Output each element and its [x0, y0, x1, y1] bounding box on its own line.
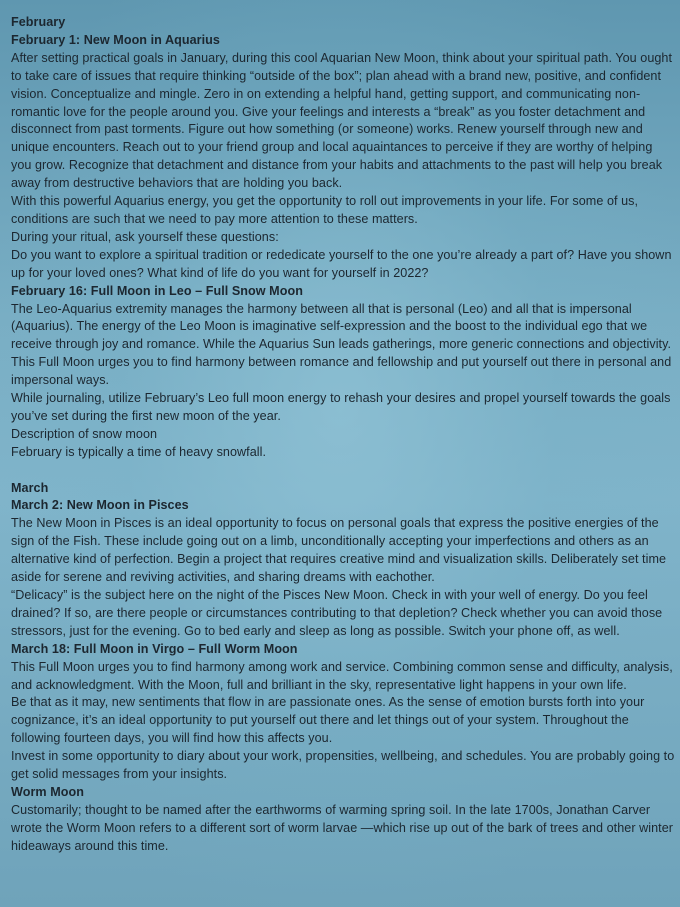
paragraph: During your ritual, ask yourself these questions:: [11, 229, 279, 244]
month-heading-february: February: [11, 15, 66, 29]
paragraph: Description of snow moon: [11, 426, 158, 441]
section-title-worm-moon: Worm Moon: [11, 784, 84, 799]
paragraph: Invest in some opportunity to diary about your work, propensities, wellbeing, and schedules. You are probably going to get solid messages from your insights.: [11, 749, 675, 782]
month-heading-march: March: [11, 480, 49, 495]
section-title-march-new-moon: March 2: New Moon in Pisces: [11, 498, 189, 513]
section-title-march-full-moon: March 18: Full Moon in Virgo – Full Worm Moon: [11, 641, 298, 656]
paragraph: Do you want to explore a spiritual tradition or rededicate yourself to the one you’re already a part of? Have you shown up for your loved ones? What kind of life do you want for yourself in 2022?: [11, 247, 672, 280]
section-title-february-new-moon: February 1: New Moon in Aquarius: [11, 32, 220, 47]
paragraph: Customarily; thought to be named after the earthworms of warming spring soil. In the late 1700s, Jonathan Carver wrote the Worm Moon refers to a different sort of worm larvae —which rise up out of the bark of trees and other winter hideaways around this time.: [11, 802, 674, 853]
paragraph: After setting practical goals in January, during this cool Aquarian New Moon, think about your spiritual path. You ought to take care of issues that require thinking “outside of the box”; plan ahead with a brand new, positive, and confident vision. Conceptualize and mingle. Zero in on extending a helpful hand, getting support, and communicating non-romantic love for the people around you. Give your feelings and interests a “break” as you foster detachment and disconnect from past torments. Figure out how something (or someone) works. Renew yourself through new and unique encounters. Reach out to your friend group and local aquaintances to perceive if they are worthy of helping you grow. Recognize that detachment and distance from your habits and attachments to the past will help you break away from destructive behaviors that are holding you back.: [11, 50, 673, 191]
paragraph: While journaling, utilize February’s Leo full moon energy to rehash your desires and propel yourself towards the goals you’ve set during the first new moon of the year.: [11, 391, 671, 423]
paragraph: Be that as it may, new sentiments that flow in are passionate ones. As the sense of emotion bursts forth into your cognizance, it’s an ideal opportunity to put yourself out there and let things out of your system. Throughout the following fourteen days, you will find how this affects you.: [11, 695, 645, 746]
paragraph: With this powerful Aquarius energy, you get the opportunity to roll out improvements in your life. For some of us, conditions are such that we need to pay more attention to these matters.: [11, 194, 639, 226]
paragraph: “Delicacy” is the subject here on the night of the Pisces New Moon. Check in with your well of energy. Do you feel drained? If so, are there people or circumstances contributing to that depletion? Check whether you can avoid those stressors, just for the evening. Go to bed early and sleep as long as possible. Switch your phone off, as well.: [11, 587, 663, 638]
paragraph: The New Moon in Pisces is an ideal opportunity to focus on personal goals that express the positive energies of the sign of the Fish. These include going out on a limb, unconditionally accepting your imperfections and others as an alternative kind of perfection. Begin a project that requires creative mind and visualization skills. Deliberately set time aside for serene and reviving activities, and sharing dreams with eachother.: [11, 516, 667, 585]
section-title-february-full-moon: February 16: Full Moon in Leo – Full Snow Moon: [11, 283, 303, 298]
paragraph: The Leo-Aquarius extremity manages the harmony between all that is personal (Leo) and all that is impersonal (Aquarius). The energy of the Leo Moon is imaginative self-expression and the boost to the individual ego that we receive through joy and romance. While the Aquarius Sun leads gatherings, more generic connections and objectivity. This Full Moon urges you to find harmony between romance and fellowship and put yourself out there in personal and impersonal ways.: [11, 301, 672, 388]
paragraph: This Full Moon urges you to find harmony among work and service. Combining common sense and difficulty, analysis, and acknowledgment. With the Moon, full and brilliant in the sky, representative light happens in your own life.: [11, 659, 673, 692]
section-spacer: [11, 462, 676, 480]
paragraph: February is typically a time of heavy snowfall.: [11, 444, 267, 459]
